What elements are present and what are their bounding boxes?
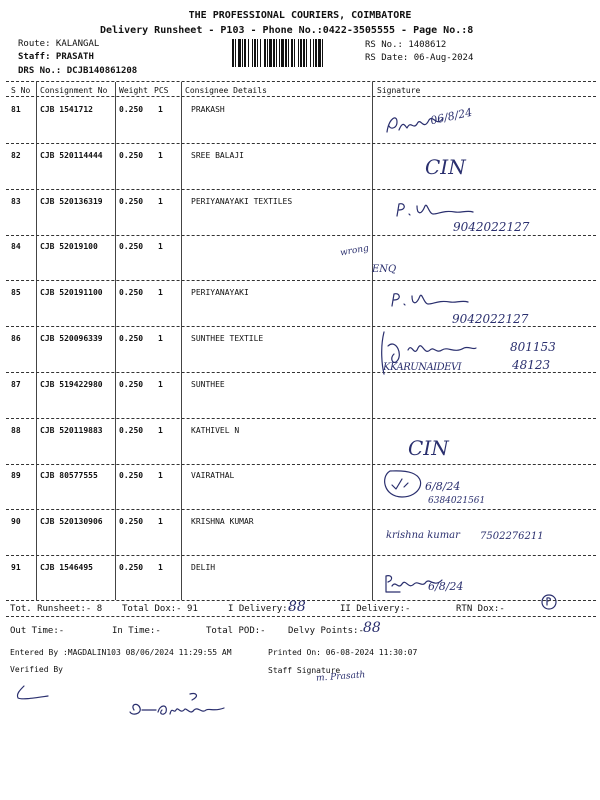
col-consignment: Consignment No bbox=[40, 86, 108, 95]
row-sno: 88 bbox=[11, 425, 21, 435]
row-consignment-no: CJB 520136319 bbox=[40, 196, 103, 206]
handwritten-note: wrong bbox=[339, 243, 370, 259]
signature-row-85 bbox=[390, 290, 470, 312]
row-sno: 87 bbox=[11, 379, 21, 389]
row-sno: 91 bbox=[11, 563, 21, 572]
row-consignee: KRISHNA KUMAR bbox=[191, 517, 254, 527]
row-divider bbox=[6, 464, 596, 465]
row-divider bbox=[6, 372, 596, 373]
row-pcs: 1 bbox=[158, 105, 163, 114]
delivery-points: Delvy Points:- bbox=[288, 626, 364, 636]
row-consignment-no: CJB 52019100 bbox=[40, 242, 98, 252]
col-divider bbox=[36, 82, 37, 600]
handwritten-date: 6/8/24 bbox=[428, 580, 464, 593]
handwritten-name: krishna kumar bbox=[386, 530, 460, 541]
row-pcs: 1 bbox=[158, 196, 163, 206]
row-weight: 0.250 bbox=[119, 288, 144, 298]
company-name: THE PROFESSIONAL COURIERS, COIMBATORE bbox=[188, 10, 412, 21]
col-pcs: PCS bbox=[154, 86, 169, 95]
row-divider bbox=[6, 418, 596, 419]
handwritten-phone: 7502276211 bbox=[480, 531, 544, 542]
row-sno: 81 bbox=[11, 105, 21, 114]
header-rule-top bbox=[6, 81, 596, 82]
delivery-points-value: 88 bbox=[363, 620, 381, 636]
barcode-image bbox=[232, 39, 358, 67]
rtn-dox: RTN Dox:- bbox=[456, 604, 505, 614]
row-consignee: PERIYANAYAKI bbox=[191, 288, 249, 298]
row-consignee: KATHIVEL N bbox=[191, 425, 240, 435]
row-sno: 84 bbox=[11, 242, 21, 252]
row-pcs: 1 bbox=[158, 242, 163, 252]
row-consignee: VAIRATHAL bbox=[191, 471, 235, 481]
row-sno: 86 bbox=[11, 334, 21, 343]
signature-row-83 bbox=[395, 200, 475, 222]
verified-by-label: Verified By bbox=[10, 665, 63, 674]
staff-signature-label: Staff Signature bbox=[268, 666, 341, 675]
handwritten-phone: 6384021561 bbox=[428, 496, 486, 506]
runsheet-title: Delivery Runsheet - P103 - Phone No.:0422-3505555 - Page No.:8 bbox=[100, 25, 474, 36]
row-divider bbox=[6, 326, 596, 327]
col-sno: S No bbox=[11, 86, 31, 95]
handwritten-phone: 9042022127 bbox=[453, 220, 530, 234]
header-rule-bottom bbox=[6, 96, 596, 97]
row-consignment-no: CJB 520096339 bbox=[40, 334, 103, 343]
row-weight: 0.250 bbox=[119, 242, 144, 252]
row-consignment-no: CJB 520130906 bbox=[40, 517, 103, 527]
row-consignment-no: CJB 80577555 bbox=[40, 471, 98, 481]
row-consignment-no: CJB 519422980 bbox=[40, 379, 103, 389]
row-consignment-no: CJB 520191100 bbox=[40, 288, 103, 298]
row-pcs: 1 bbox=[158, 379, 163, 389]
row-weight: 0.250 bbox=[119, 334, 144, 343]
stamp-text: KKARUNAIDEVI bbox=[383, 362, 462, 373]
row-divider bbox=[6, 509, 596, 510]
tot-runsheet: Tot. Runsheet:- 8 bbox=[10, 604, 103, 614]
row-pcs: 1 bbox=[158, 471, 163, 481]
row-divider bbox=[6, 555, 596, 556]
i-delivery: I Delivery:- bbox=[228, 604, 294, 614]
row-weight: 0.250 bbox=[119, 471, 144, 481]
row-pcs: 1 bbox=[158, 334, 163, 343]
row-consignee: SUNTHEE bbox=[191, 379, 225, 389]
row-divider bbox=[6, 235, 596, 236]
row-pcs: 1 bbox=[158, 425, 163, 435]
row-consignment-no: CJB 1541712 bbox=[40, 105, 93, 114]
handwritten-phone: 9042022127 bbox=[452, 312, 529, 326]
total-pod: Total POD:- bbox=[206, 626, 266, 636]
row-consignee: PERIYANAYAKI TEXTILES bbox=[191, 196, 293, 206]
row-consignee: SUNTHEE TEXTILE bbox=[191, 334, 264, 343]
verifier-signature bbox=[14, 684, 54, 702]
row-sno: 83 bbox=[11, 196, 21, 206]
footer-rule bbox=[6, 616, 596, 617]
handwritten-number: 801153 bbox=[510, 340, 556, 354]
handwritten-date: 6/8/24 bbox=[425, 480, 461, 493]
row-consignee: DELIH bbox=[191, 563, 216, 572]
handwritten-note: CIN bbox=[408, 436, 449, 460]
staff-handwritten-signature bbox=[128, 690, 228, 720]
row-consignment-no: CJB 520114444 bbox=[40, 150, 103, 160]
drs-no: DRS No.: DCJB140861208 bbox=[18, 66, 138, 76]
row-weight: 0.250 bbox=[119, 425, 144, 435]
route: Route: KALANGAL bbox=[18, 39, 100, 49]
staff-signature-text: m. Prasath bbox=[315, 670, 366, 684]
row-sno: 89 bbox=[11, 471, 21, 481]
row-weight: 0.250 bbox=[119, 196, 144, 206]
col-weight: Weight bbox=[119, 86, 148, 95]
in-time: In Time:- bbox=[112, 626, 161, 636]
circled-p-mark bbox=[541, 594, 557, 610]
handwritten-number: 48123 bbox=[512, 358, 551, 372]
row-weight: 0.250 bbox=[119, 150, 144, 160]
row-pcs: 1 bbox=[158, 563, 163, 572]
row-weight: 0.250 bbox=[119, 563, 144, 572]
ii-delivery: II Delivery:- bbox=[340, 604, 411, 614]
i-delivery-value: 88 bbox=[288, 599, 306, 615]
row-sno: 82 bbox=[11, 150, 21, 160]
total-dox: Total Dox:- 91 bbox=[122, 604, 198, 614]
row-consignment-no: CJB 1546495 bbox=[40, 563, 93, 572]
staff: Staff: PRASATH bbox=[18, 52, 94, 62]
row-weight: 0.250 bbox=[119, 105, 144, 114]
row-divider bbox=[6, 189, 596, 190]
row-divider bbox=[6, 280, 596, 281]
rs-no: RS No.: 1408612 bbox=[365, 40, 447, 50]
handwritten-note: ENQ bbox=[372, 264, 397, 275]
col-divider bbox=[115, 82, 116, 600]
col-divider bbox=[181, 82, 182, 600]
col-signature: Signature bbox=[377, 86, 421, 95]
row-sno: 85 bbox=[11, 288, 21, 298]
row-pcs: 1 bbox=[158, 517, 163, 527]
col-divider bbox=[372, 82, 373, 600]
row-consignee: SREE BALAJI bbox=[191, 150, 244, 160]
row-consignee: PRAKASH bbox=[191, 105, 225, 114]
entered-by: Entered By :MAGDALIN103 08/06/2024 11:29:55 AM bbox=[10, 648, 232, 657]
handwritten-note: CIN bbox=[425, 155, 466, 179]
row-divider bbox=[6, 143, 596, 144]
handwritten-date: 06/8/24 bbox=[429, 105, 474, 128]
col-consignee: Consignee Details bbox=[185, 86, 267, 95]
row-weight: 0.250 bbox=[119, 379, 144, 389]
row-consignment-no: CJB 520119883 bbox=[40, 425, 103, 435]
row-sno: 90 bbox=[11, 517, 21, 527]
row-pcs: 1 bbox=[158, 288, 163, 298]
rs-date: RS Date: 06-Aug-2024 bbox=[365, 53, 474, 63]
printed-on: Printed On: 06-08-2024 11:30:07 bbox=[268, 648, 418, 657]
out-time: Out Time:- bbox=[10, 626, 65, 636]
row-pcs: 1 bbox=[158, 150, 163, 160]
row-weight: 0.250 bbox=[119, 517, 144, 527]
